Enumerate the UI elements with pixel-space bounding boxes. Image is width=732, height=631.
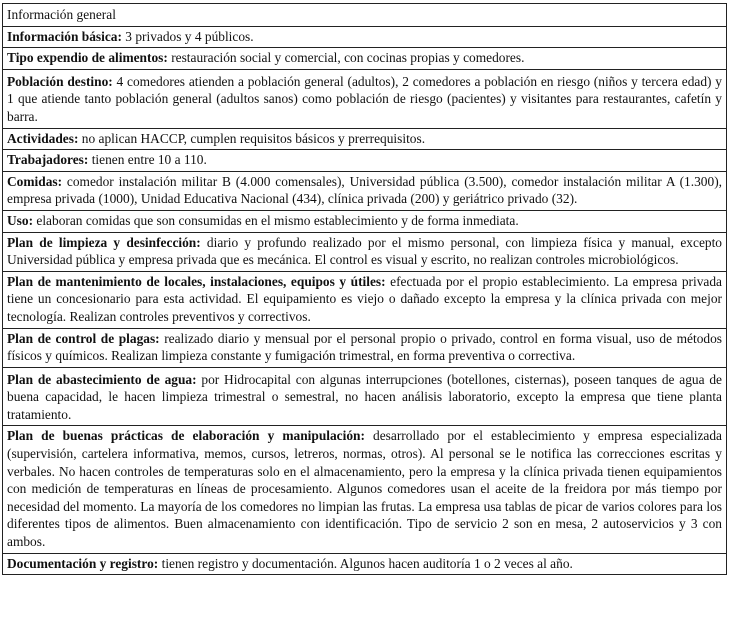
row-label: Actividades: bbox=[7, 130, 79, 146]
row-text: diario y profundo realizado por el mismo personal, con limpieza física y manual, excepto Universidad pública y empresa privada que es mecánica. El control es visual y escrito, no realizan controles microbiológicos. bbox=[7, 234, 722, 268]
row-cell bbox=[3, 553, 727, 575]
header-row bbox=[3, 4, 727, 27]
row-label: Uso: bbox=[7, 212, 34, 228]
row-text: efectuada por el propio establecimiento. La empresa privada tiene un concesionario para esta actividad. El equipamiento es viejo o dañado excepto la empresa y la clínica privada con mejor tecnología. Realizan controles preventivos y correctivos. bbox=[7, 273, 722, 324]
row-cell bbox=[3, 426, 727, 553]
table-row bbox=[3, 271, 727, 328]
row-cell bbox=[3, 210, 727, 232]
row-text: 3 privados y 4 públicos. bbox=[121, 28, 254, 44]
row-text: restauración social y comercial, con cocinas propias y comedores. bbox=[167, 50, 525, 66]
row-text: tienen entre 10 a 110. bbox=[88, 152, 207, 168]
row-cell bbox=[3, 232, 727, 271]
table-row bbox=[3, 210, 727, 232]
table-row bbox=[3, 232, 727, 271]
row-text: por Hidrocapital con algunas interrupciones (botellones, cisternas), poseen tanques de agua de buena capacidad, le hacen limpieza trimestral o semestral, no hacen análisis laboratorio, excepto la empresa que tiene planta tratamiento. bbox=[7, 371, 722, 422]
table-row bbox=[3, 48, 727, 70]
row-text: realizado diario y mensual por el personal propio o privado, control en forma visual, uso de métodos físicos y químicos. Realizan limpieza constante y fumigación trimestral, en forma preventiva o correctiva. bbox=[7, 330, 722, 364]
row-label: Documentación y registro: bbox=[7, 555, 159, 571]
row-label: Trabajadores: bbox=[7, 152, 89, 168]
row-label: Plan de buenas prácticas de elaboración y manipulación: bbox=[7, 428, 365, 444]
row-cell bbox=[3, 367, 727, 426]
row-text: desarrollado por el establecimiento y empresa especializada (supervisión, cartelera informativa, memos, cursos, letreros, normas, otros). Al personal se le notifica las correcciones escritas y verbales. No hacen controles de temperaturas solo en el almacenamiento, pero la empresa y la clínica privada tienen equipamientos con medición de temperaturas en líneas de procesamiento. Algunos comedores usan el aceite de la freidora por más tiempo por necesidad del momento. La mayoría de los comedores no limpian las frutas. La empresa usa tablas de picar de varios colores para los diferentes tipos de alimentos. Buen almacenamiento con identificación. Tipo de servicio 2 son en mesa, 2 autoservicios y 3 con ambos. bbox=[7, 428, 722, 550]
row-cell bbox=[3, 271, 727, 328]
table-row bbox=[3, 26, 727, 48]
row-cell bbox=[3, 48, 727, 70]
row-cell bbox=[3, 128, 727, 150]
row-cell bbox=[3, 328, 727, 367]
row-label: Tipo expendio de alimentos: bbox=[7, 50, 168, 66]
row-cell bbox=[3, 150, 727, 172]
row-label: Población destino: bbox=[7, 73, 113, 89]
row-cell bbox=[3, 26, 727, 48]
row-text: comedor instalación militar B (4.000 comensales), Universidad pública (3.500), comedor instalación militar A (1.300), empresa privada (1000), Unidad Educativa Nacional (434), clínica privada (200) y geriátrico privado (32). bbox=[7, 173, 722, 207]
table-row bbox=[3, 171, 727, 210]
row-text: 4 comedores atienden a población general (adultos), 2 comedores a población en riesgo (niños y tercera edad) y 1 que atiende tanto población general (adultos sanos) como población de riesgo (pacientes) y visitantes para restaurantes, cafetín y barra. bbox=[7, 73, 723, 124]
row-cell bbox=[3, 69, 727, 128]
table-row bbox=[3, 150, 727, 172]
table-row bbox=[3, 328, 727, 367]
row-text: no aplican HACCP, cumplen requisitos básicos y prerrequisitos. bbox=[78, 130, 426, 146]
row-label: Plan de mantenimiento de locales, instalaciones, equipos y útiles: bbox=[7, 273, 386, 289]
table-row bbox=[3, 69, 727, 128]
table-row bbox=[3, 367, 727, 426]
row-label: Información básica: bbox=[7, 28, 122, 44]
row-text: tienen registro y documentación. Algunos hacen auditoría 1 o 2 veces al año. bbox=[158, 555, 573, 571]
table-row bbox=[3, 553, 727, 575]
table-row bbox=[3, 426, 727, 553]
table-header: Información general bbox=[3, 4, 727, 27]
row-text: elaboran comidas que son consumidas en el mismo establecimiento y de forma inmediata. bbox=[33, 212, 519, 228]
info-table bbox=[2, 3, 727, 575]
row-label: Comidas: bbox=[7, 173, 63, 189]
row-label: Plan de control de plagas: bbox=[7, 330, 160, 346]
row-cell bbox=[3, 171, 727, 210]
row-label: Plan de limpieza y desinfección: bbox=[7, 234, 201, 250]
table-row bbox=[3, 128, 727, 150]
row-label: Plan de abastecimiento de agua: bbox=[7, 371, 197, 387]
